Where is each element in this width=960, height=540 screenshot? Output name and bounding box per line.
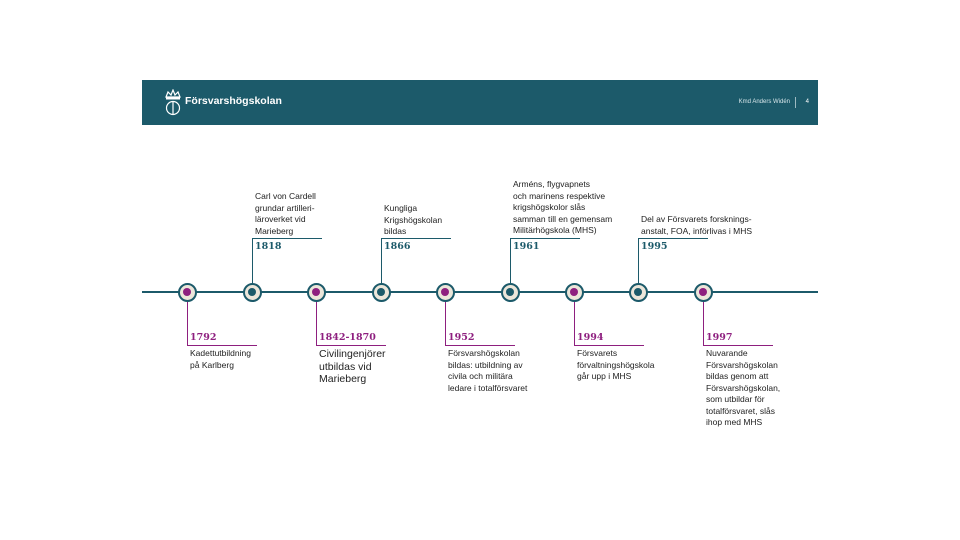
event-description: Nuvarande Försvarshögskolan bildas genom att Försvarshögskolan, som utbildar för totalförsvaret, slås ihop med MHS	[706, 348, 781, 427]
timeline-node-dot	[441, 288, 449, 296]
event-year: 1961	[513, 241, 540, 252]
page-number: 4	[805, 99, 809, 105]
author-name: Kmd Anders Widén	[738, 99, 790, 105]
event-year: 1994	[577, 332, 604, 343]
timeline-node-dot	[699, 288, 707, 296]
timeline-node	[565, 283, 584, 302]
event-description: Försvarshögskolan bildas: utbildning av civila och militära ledare i totalförsvaret	[448, 348, 528, 393]
connector-line	[703, 302, 704, 345]
timeline-node-dot	[634, 288, 642, 296]
timeline-node-dot	[312, 288, 320, 296]
event-description: Civilingenjörer utbildas vid Marieberg	[319, 348, 386, 385]
connector-line	[187, 302, 188, 345]
event-description: Del av Försvarets forsknings- anstalt, FOA, införlivas i MHS	[641, 214, 753, 236]
connector-line	[510, 238, 511, 283]
timeline-node-dot	[506, 288, 514, 296]
timeline-node	[307, 283, 326, 302]
event-description: Kadettutbildning på Karlberg	[190, 348, 251, 370]
event-year: 1952	[448, 332, 475, 343]
timeline-node-dot	[183, 288, 191, 296]
event-description: Carl von Cardell grundar artilleri- läroverket vid Marieberg	[255, 191, 316, 236]
timeline-node	[436, 283, 455, 302]
connector-line	[638, 238, 639, 283]
connector-underline	[638, 238, 708, 239]
timeline-node-dot	[377, 288, 385, 296]
connector-underline	[316, 345, 386, 346]
event-year: 1995	[641, 241, 668, 252]
connector-line	[381, 238, 382, 283]
connector-line	[316, 302, 317, 345]
event-description: Försvarets förvaltningshögskola går upp i MHS	[577, 348, 655, 381]
connector-line	[574, 302, 575, 345]
timeline-node-dot	[570, 288, 578, 296]
connector-underline	[510, 238, 580, 239]
timeline-node	[501, 283, 520, 302]
event-year: 1997	[706, 332, 733, 343]
connector-underline	[445, 345, 515, 346]
timeline-node	[372, 283, 391, 302]
connector-underline	[703, 345, 773, 346]
connector-underline	[187, 345, 257, 346]
event-year: 1818	[255, 241, 282, 252]
timeline-node	[243, 283, 262, 302]
timeline-node-dot	[248, 288, 256, 296]
connector-underline	[381, 238, 451, 239]
timeline-node	[629, 283, 648, 302]
connector-underline	[574, 345, 644, 346]
timeline-node	[694, 283, 713, 302]
connector-line	[445, 302, 446, 345]
header-divider	[795, 97, 796, 108]
timeline-node	[178, 283, 197, 302]
slide-header	[142, 80, 818, 125]
event-description: Arméns, flygvapnets och marinens respektive krigshögskolor slås samman till en gemensam Militärhögskola (MHS)	[513, 179, 613, 235]
brand-name: Försvarshögskolan	[185, 95, 282, 107]
connector-line	[252, 238, 253, 283]
crown-crest-icon	[162, 89, 184, 117]
connector-underline	[252, 238, 322, 239]
event-description: Kungliga Krigshögskolan bildas	[384, 203, 443, 236]
event-year: 1792	[190, 332, 217, 343]
event-year: 1866	[384, 241, 411, 252]
event-year: 1842-1870	[319, 332, 376, 343]
